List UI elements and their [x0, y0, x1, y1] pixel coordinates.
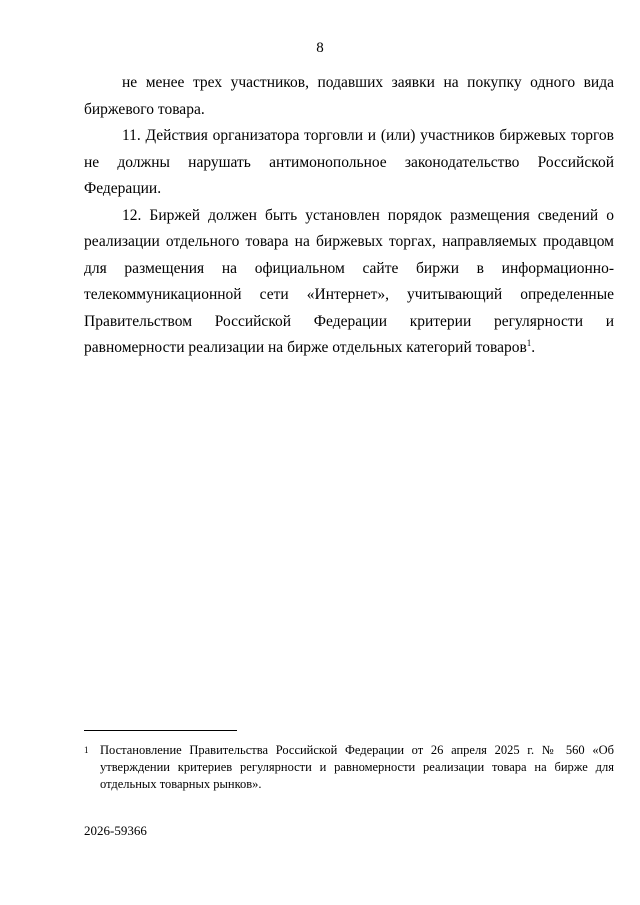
document-body [84, 70, 614, 362]
paragraph-12-text: 12. Биржей должен быть установлен порядок размещения сведений о реализации отдельного товара на биржевых торгах, направляемых продавцом для размещения на официальном сайте биржи в информационно-телекоммуникационной сети «Интернет», учитывающий определенные Правительством Российской Федерации критерии регулярности и равномерности реализации на бирже отдельных категорий товаров [84, 206, 614, 356]
paragraph-12 [84, 203, 614, 362]
footnote-reference[interactable]: 1 [526, 338, 532, 348]
paragraph-11: 11. Действия организатора торговли и (или) участников биржевых торгов не должны нарушать антимонопольное законодательство Российской Федерации. [84, 127, 614, 197]
paragraph-continuation: не менее трех участников, подавших заявки на покупку одного вида биржевого товара. [84, 74, 614, 118]
page-number: 8 [316, 40, 324, 56]
footnote-text: Постановление Правительства Российской Федерации от 26 апреля 2025 г. № 560 «Об утверждении критериев регулярности и равномерности реализации товара на бирже для отдельных товарных рынков». [100, 743, 614, 791]
document-code: 2026-59366 [84, 823, 147, 838]
footnote [84, 742, 614, 793]
footnote-separator [84, 730, 237, 731]
footnote-mark: 1 [84, 745, 89, 755]
paragraph-12-end: . [531, 339, 536, 356]
